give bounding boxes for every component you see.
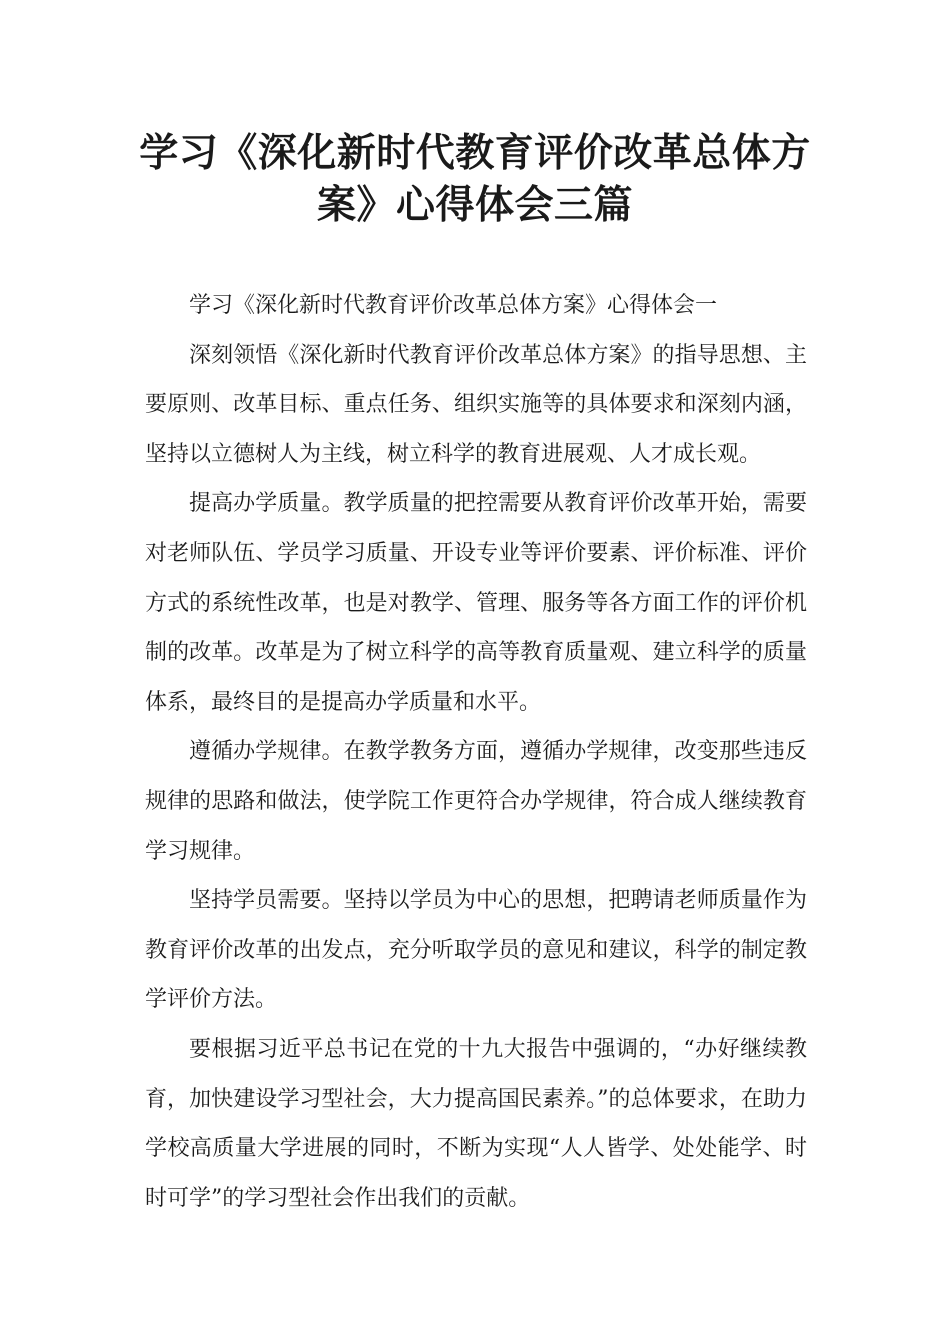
document-title: 学习《深化新时代教育评价改革总体方案》心得体会三篇 — [139, 131, 811, 228]
paragraph: 要根据习近平总书记在党的十九大报告中强调的，“办好继续教育，加快建设学习型社会，大力提高国民素养。”的总体要求，在助力学校高质量大学进展的同时，不断为实现“人人皆学、处处能学、时时可学”的学习型社会作出我们的贡献。 — [145, 1036, 807, 1211]
paragraph: 遵循办学规律。在教学教务方面，遵循办学规律，改变那些违反规律的思路和做法，使学院工作更符合办学规律，符合成人继续教育学习规律。 — [145, 739, 807, 864]
paragraph: 提高办学质量。教学质量的把控需要从教育评价改革开始，需要对老师队伍、学员学习质量、开设专业等评价要素、评价标准、评价方式的系统性改革，也是对教学、管理、服务等各方面工作的评价机制的改革。改革是为了树立科学的高等教育质量观、建立科学的质量体系，最终目的是提高办学质量和水平。 — [145, 491, 807, 715]
document-body — [145, 281, 807, 1223]
paragraph: 深刻领悟《深化新时代教育评价改革总体方案》的指导思想、主要原则、改革目标、重点任务、组织实施等的具体要求和深刻内涵，坚持以立德树人为主线，树立科学的教育进展观、人才成长观。 — [145, 342, 807, 467]
paragraph: 坚持学员需要。坚持以学员为中心的思想，把聘请老师质量作为教育评价改革的出发点，充分听取学员的意见和建议，科学的制定教学评价方法。 — [145, 888, 807, 1013]
section-heading: 学习《深化新时代教育评价改革总体方案》心得体会一 — [189, 293, 718, 318]
